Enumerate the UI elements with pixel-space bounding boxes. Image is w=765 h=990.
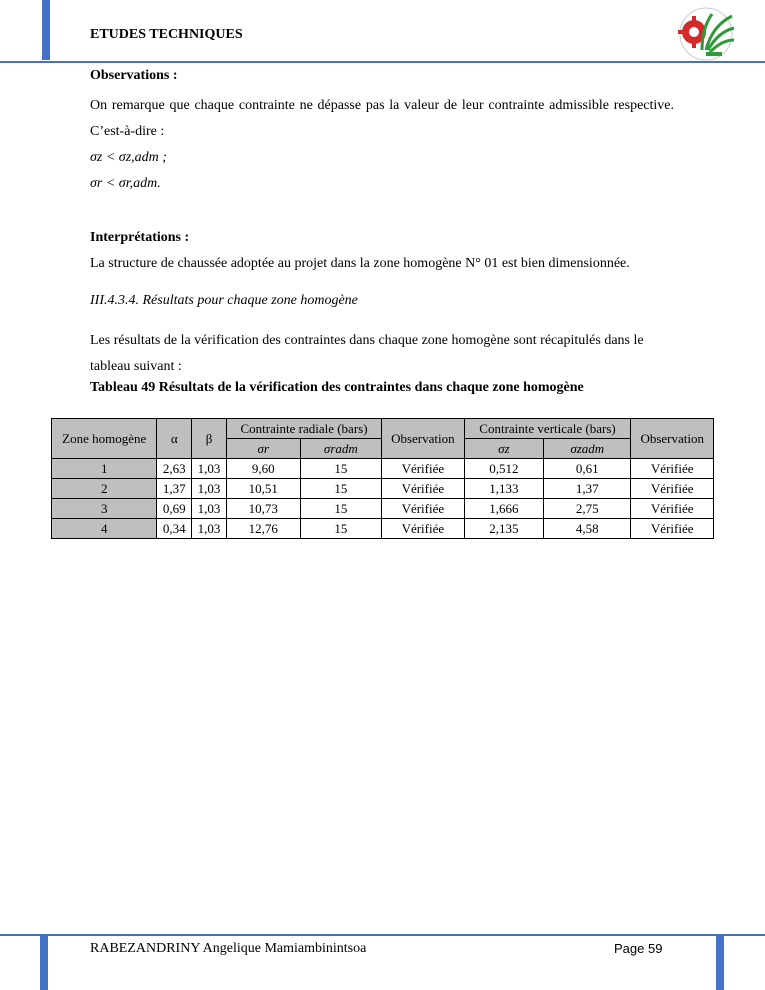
cell-observation: Vérifiée xyxy=(382,479,465,499)
cell-observation: Vérifiée xyxy=(631,459,714,479)
cell-beta: 1,03 xyxy=(192,499,227,519)
header-divider xyxy=(0,61,765,63)
equation-sigma-r: σr < σr,adm. xyxy=(90,176,161,191)
header-alpha: α xyxy=(157,419,192,459)
cell-alpha: 0,34 xyxy=(157,519,192,539)
header-sigma-zadm: σzadm xyxy=(544,439,631,459)
results-table xyxy=(51,418,714,539)
cell-sigma-z: 1,666 xyxy=(464,499,543,519)
table-row xyxy=(52,479,714,499)
table-row xyxy=(52,459,714,479)
cell-sigma-radm: 15 xyxy=(300,499,382,519)
header-zone: Zone homogène xyxy=(52,419,157,459)
header-title: ETUDES TECHNIQUES xyxy=(90,27,243,42)
cell-observation: Vérifiée xyxy=(382,519,465,539)
header-sigma-r: σr xyxy=(226,439,300,459)
cell-zone: 2 xyxy=(52,479,157,499)
cell-zone: 4 xyxy=(52,519,157,539)
header-vertical: Contrainte verticale (bars) xyxy=(464,419,631,439)
cell-observation: Vérifiée xyxy=(382,499,465,519)
footer-divider xyxy=(0,934,765,936)
cell-sigma-radm: 15 xyxy=(300,519,382,539)
header-sigma-radm: σradm xyxy=(300,439,382,459)
cell-observation: Vérifiée xyxy=(382,459,465,479)
cell-observation: Vérifiée xyxy=(631,519,714,539)
interpretations-text: La structure de chaussée adoptée au projet dans la zone homogène N° 01 est bien dimensionnée. xyxy=(90,256,630,271)
header-observation-radial: Observation xyxy=(382,419,465,459)
cell-sigma-zadm: 0,61 xyxy=(544,459,631,479)
cell-sigma-zadm: 1,37 xyxy=(544,479,631,499)
section-heading: III.4.3.4. Résultats pour chaque zone homogène xyxy=(90,293,358,308)
cell-alpha: 0,69 xyxy=(157,499,192,519)
cell-sigma-r: 10,51 xyxy=(226,479,300,499)
interpretations-title: Interprétations : xyxy=(90,230,190,245)
table-row xyxy=(52,519,714,539)
footer-accent-bar-left xyxy=(40,934,48,990)
cell-observation: Vérifiée xyxy=(631,479,714,499)
observations-text: On remarque que chaque contrainte ne dépasse pas la valeur de leur contrainte admissible respective. C’est-à-dire : xyxy=(90,98,674,139)
cell-sigma-radm: 15 xyxy=(300,479,382,499)
cell-sigma-zadm: 4,58 xyxy=(544,519,631,539)
results-text: Les résultats de la vérification des contraintes dans chaque zone homogène sont récapitulés dans le tableau suivant : xyxy=(90,333,644,374)
header-accent-bar xyxy=(42,0,50,60)
cell-zone: 1 xyxy=(52,459,157,479)
cell-beta: 1,03 xyxy=(192,459,227,479)
footer-author: RABEZANDRINY Angelique Mamiambinintsoa xyxy=(90,941,367,956)
page-number: Page 59 xyxy=(614,941,663,956)
header-sigma-z: σz xyxy=(464,439,543,459)
table-row xyxy=(52,499,714,519)
cell-alpha: 2,63 xyxy=(157,459,192,479)
cell-sigma-z: 2,135 xyxy=(464,519,543,539)
header-beta: β xyxy=(192,419,227,459)
cell-sigma-r: 9,60 xyxy=(226,459,300,479)
header-radial: Contrainte radiale (bars) xyxy=(226,419,381,439)
cell-alpha: 1,37 xyxy=(157,479,192,499)
cell-sigma-radm: 15 xyxy=(300,459,382,479)
footer-accent-bar-right xyxy=(716,934,724,990)
institution-logo-icon xyxy=(672,6,740,62)
cell-sigma-z: 1,133 xyxy=(464,479,543,499)
cell-beta: 1,03 xyxy=(192,479,227,499)
header-observation-vertical: Observation xyxy=(631,419,714,459)
equation-sigma-z: σz < σz,adm ; xyxy=(90,150,167,165)
observations-title: Observations : xyxy=(90,68,178,83)
cell-zone: 3 xyxy=(52,499,157,519)
cell-sigma-z: 0,512 xyxy=(464,459,543,479)
cell-sigma-zadm: 2,75 xyxy=(544,499,631,519)
cell-sigma-r: 10,73 xyxy=(226,499,300,519)
cell-beta: 1,03 xyxy=(192,519,227,539)
cell-sigma-r: 12,76 xyxy=(226,519,300,539)
cell-observation: Vérifiée xyxy=(631,499,714,519)
table-caption: Tableau 49 Résultats de la vérification des contraintes dans chaque zone homogène xyxy=(90,380,584,395)
